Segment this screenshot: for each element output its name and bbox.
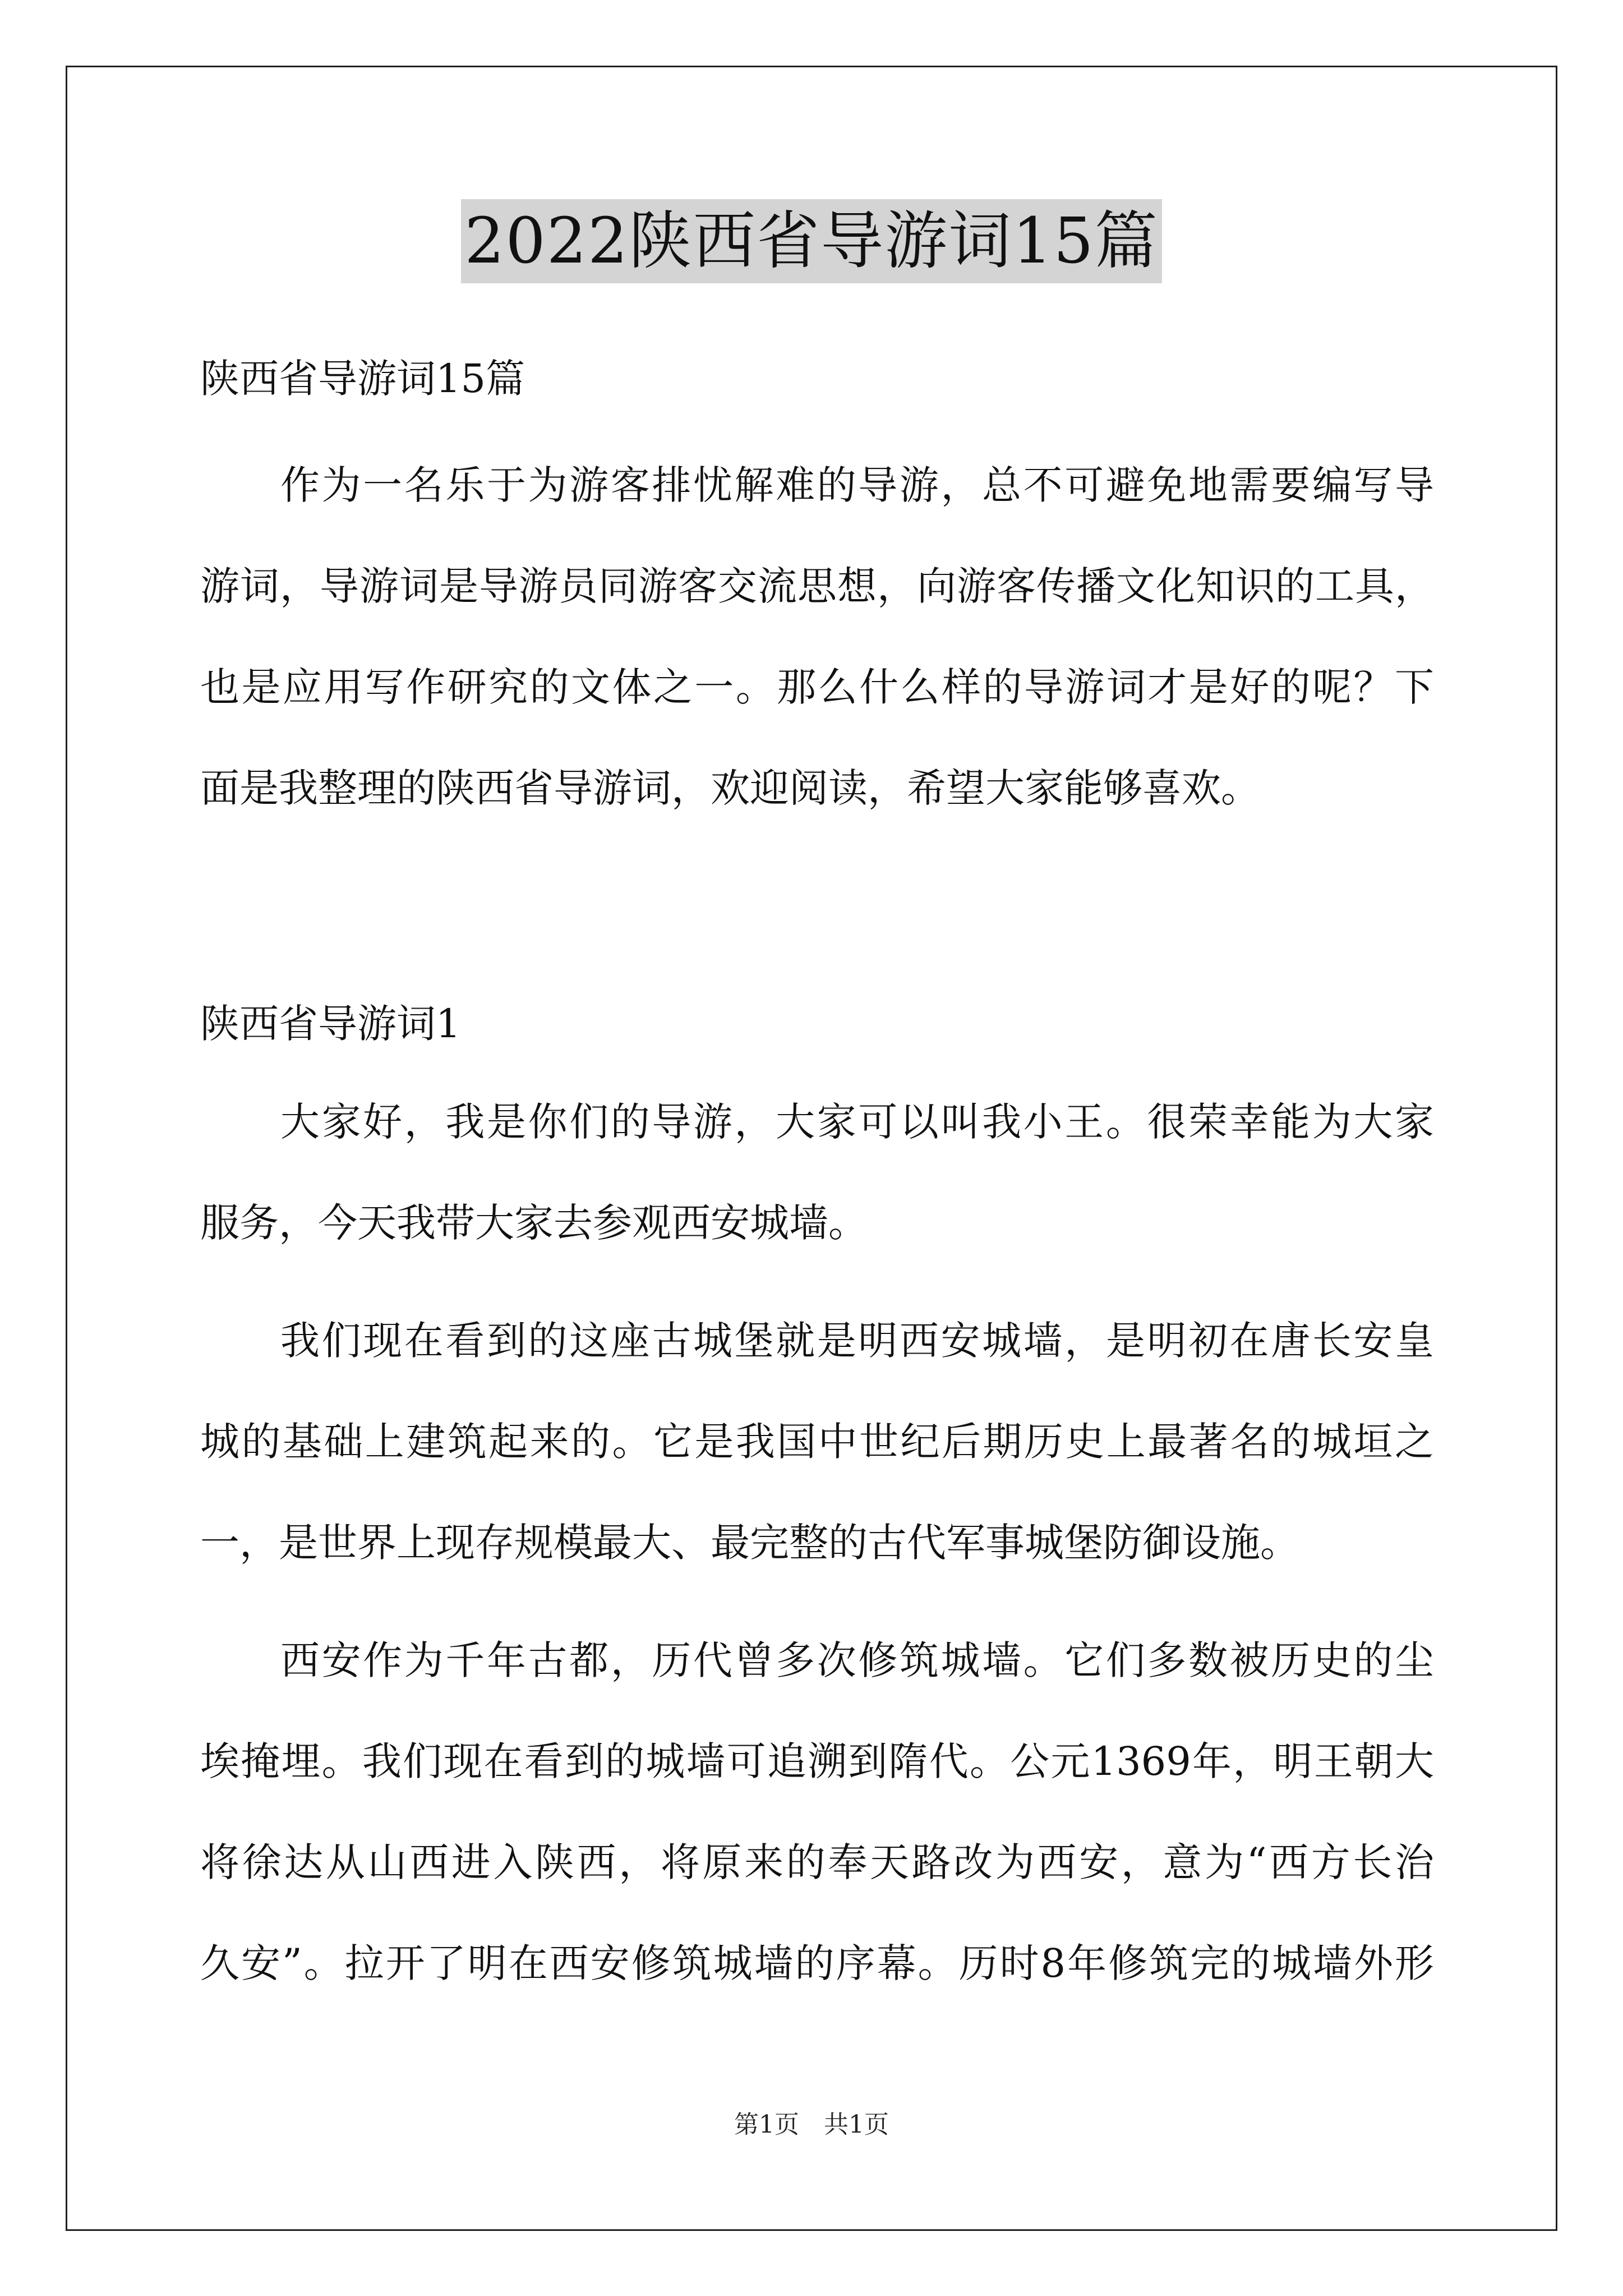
para2-line-2: 城的基础上建筑起来的。它是我国中世纪后期历史上最著名的城垣之 [200,1419,1434,1465]
document-title: 2022陕西省导游词15篇 [461,199,1162,283]
para2-line-1: 我们现在看到的这座古城堡就是明西安城墙，是明初在唐长安皇 [280,1318,1434,1364]
intro-line-2: 游词，导游词是导游员同游客交流思想，向游客传播文化知识的工具， [200,563,1434,609]
intro-line-4: 面是我整理的陕西省导游词，欢迎阅读，希望大家能够喜欢。 [200,765,1260,811]
para3-line-4: 久安”。拉开了明在西安修筑城墙的序幕。历时8年修筑完的城墙外形 [200,1940,1434,1986]
para3-line-2: 埃掩埋。我们现在看到的城墙可追溯到隋代。公元1369年，明王朝大 [200,1738,1434,1784]
page-footer: 第1页 共1页 [734,2110,889,2139]
title-container [0,199,1623,283]
subtitle: 陕西省导游词15篇 [200,356,525,402]
para2-line-3: 一，是世界上现存规模最大、最完整的古代军事城堡防御设施。 [200,1520,1299,1566]
intro-line-1: 作为一名乐于为游客排忧解难的导游，总不可避免地需要编写导 [280,462,1434,508]
intro-line-3: 也是应用写作研究的文体之一。那么什么样的导游词才是好的呢？下 [200,664,1434,710]
para1-line-1: 大家好，我是你们的导游，大家可以叫我小王。很荣幸能为大家 [280,1099,1434,1145]
section-heading: 陕西省导游词1 [200,1001,461,1047]
para1-line-2: 服务，今天我带大家去参观西安城墙。 [200,1200,868,1246]
para3-line-3: 将徐达从山西进入陕西，将原来的奉天路改为西安，意为“西方长治 [200,1839,1434,1885]
para3-line-1: 西安作为千年古都，历代曾多次修筑城墙。它们多数被历史的尘 [280,1637,1434,1683]
